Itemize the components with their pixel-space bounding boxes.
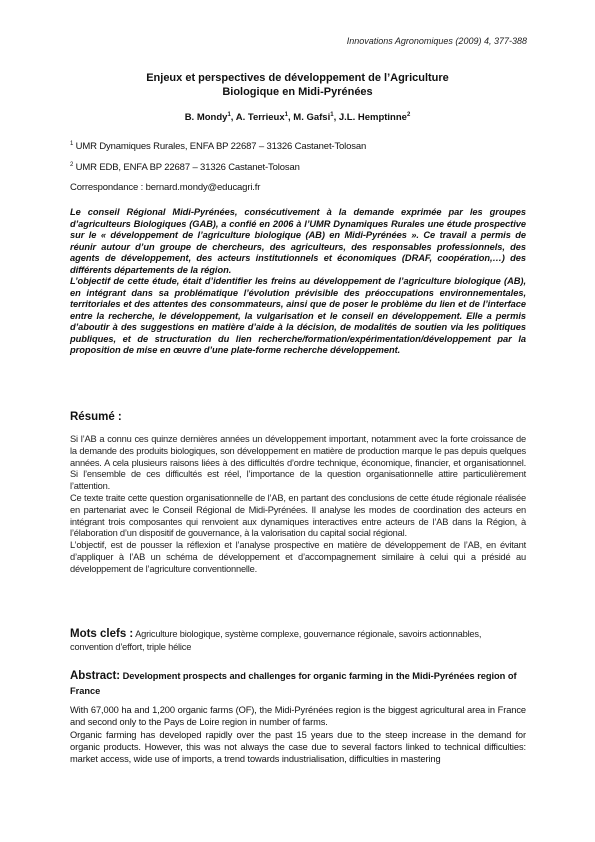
author-name: B. Mondy bbox=[184, 112, 228, 124]
resume-paragraph-1: Si l’AB a connu ces quinze dernières années un développement important, notamment avec la forte croissance de la demande des produits biologiques, son développement en matière de production marque le pas depuis quelques années. A cela plusieurs raisons liées à des difficultés d’ordre technique, économique, financier, et organisationnel. Si l’ensemble de ces difficultés est réel, l’importance de la question organisationnelle attire particulièrement l’attention. bbox=[70, 434, 526, 492]
author-affiliation-mark: 2 bbox=[406, 112, 411, 118]
keywords-block bbox=[70, 628, 526, 653]
abstract-heading-block bbox=[70, 669, 526, 697]
author-separator: , bbox=[288, 112, 294, 124]
affiliation-text: UMR EDB, ENFA BP 22687 – 31326 Castanet-Tolosan bbox=[73, 162, 300, 174]
resume-heading: Résumé : bbox=[70, 411, 122, 423]
author-separator: , bbox=[230, 112, 236, 124]
affiliation-2 bbox=[70, 162, 525, 173]
resume-paragraph-2: Ce texte traite cette question organisationnelle de l’AB, en partant des conclusions de cette étude régionale réalisée en partenariat avec le Conseil Régional de Midi-Pyrénées. Il analyse les modes de coordination des acteurs en intégrant trois composantes qui renvoient aux dynamiques interactives entre acteurs de l’AB dans la Région, à l’élaboration d’un dispositif de gouvernance, à la valorisation du capital social régional. bbox=[70, 492, 526, 539]
author-separator: , bbox=[333, 112, 339, 124]
author-name: J.L. Hemptinne bbox=[338, 112, 407, 124]
abstract-heading: Abstract: bbox=[70, 670, 121, 682]
affiliation-mark: 2 bbox=[70, 162, 74, 168]
introduction-paragraph-1: Le conseil Régional Midi-Pyrénées, consécutivement à la demande exprimée par les groupes d’agriculteurs Biologiques (GAB), a confié en 2006 à l’UMR Dynamiques Rurales une étude prospective sur le « développement de l’agriculture biologique (AB) en Midi-Pyrénées ». Ce travail a permis de réunir autour d’un groupe de chercheurs, des agriculteurs, des responsables professionnels, des agents de développement, des acteurs institutionnels et économiques (DRAF, coopération,…) des différents départements de la région. bbox=[70, 207, 526, 275]
abstract-paragraph-2: Organic farming has developed rapidly over the past 15 years due to the steep increase in the demand for organic products. However, this was not always the case due to several factors linked to technical difficulties: market access, wide use of imports, a trend towards industrialisation, difficulties in mastering bbox=[70, 729, 526, 765]
affiliation-1 bbox=[70, 141, 525, 152]
author-affiliation-mark: 1 bbox=[284, 112, 288, 118]
author-affiliation-mark: 1 bbox=[330, 112, 334, 118]
paper-title bbox=[70, 72, 525, 100]
author-name: M. Gafsi bbox=[293, 112, 331, 124]
keywords-text: Agriculture biologique, système complexe, gouvernance régionale, savoirs actionnables, convention d’effort, triple hélice bbox=[70, 629, 482, 652]
introduction-paragraph-2: L’objectif de cette étude, était d’identifier les freins au développement de l’agriculture biologique (AB), en intégrant dans sa problématique l’évolution prévisible des préoccupations environnementales, territoriales et des attentes des consommateurs, ainsi que de poser le problème du lien et de l’interface entre la recherche, le développement, la vulgarisation et le conseil en développement. Elle a permis d’aboutir à des suggestions en matière d’aide à la décision, de modalités de soutien via les politiques publiques, et de structuration du lien recherche/formation/expérimentation/développement par la proposition de mise en œuvre d’une plate-forme recherche développement. bbox=[70, 276, 526, 356]
correspondance-email: Correspondance : bernard.mondy@educagri.fr bbox=[70, 182, 261, 193]
affiliation-mark: 1 bbox=[70, 141, 74, 147]
abstract-title: Development prospects and challenges for organic farming in the Midi-Pyrénées region of France bbox=[70, 671, 517, 696]
paper-title-line-2: Biologique en Midi-Pyrénées bbox=[222, 85, 373, 98]
introduction-block bbox=[70, 207, 526, 357]
journal-reference: Innovations Agronomiques (2009) 4, 377-388 bbox=[346, 36, 527, 46]
author-list bbox=[70, 112, 525, 123]
resume-body bbox=[70, 434, 526, 576]
author-name: A. Terrieux bbox=[235, 112, 285, 124]
abstract-paragraph-1: With 67,000 ha and 1,200 organic farms (OF), the Midi-Pyrénées region is the biggest agricultural area in France and second only to the Pays de Loire region in number of farms. bbox=[70, 705, 526, 728]
keywords-heading: Mots clefs : bbox=[70, 628, 134, 640]
resume-paragraph-3: L’objectif, est de pousser la réflexion et l’analyse prospective en matière de développement de l’AB, en évitant d’appliquer à l’AB un schéma de développement et d’accompagnement similaire à celui qui a présidé au développement de l’agriculture conventionnelle. bbox=[70, 540, 526, 574]
abstract-body bbox=[70, 704, 526, 766]
affiliation-text: UMR Dynamiques Rurales, ENFA BP 22687 – 31326 Castanet-Tolosan bbox=[73, 141, 367, 153]
paper-title-line-1: Enjeux et perspectives de développement de l’Agriculture bbox=[146, 72, 449, 84]
author-affiliation-mark: 1 bbox=[227, 112, 231, 118]
